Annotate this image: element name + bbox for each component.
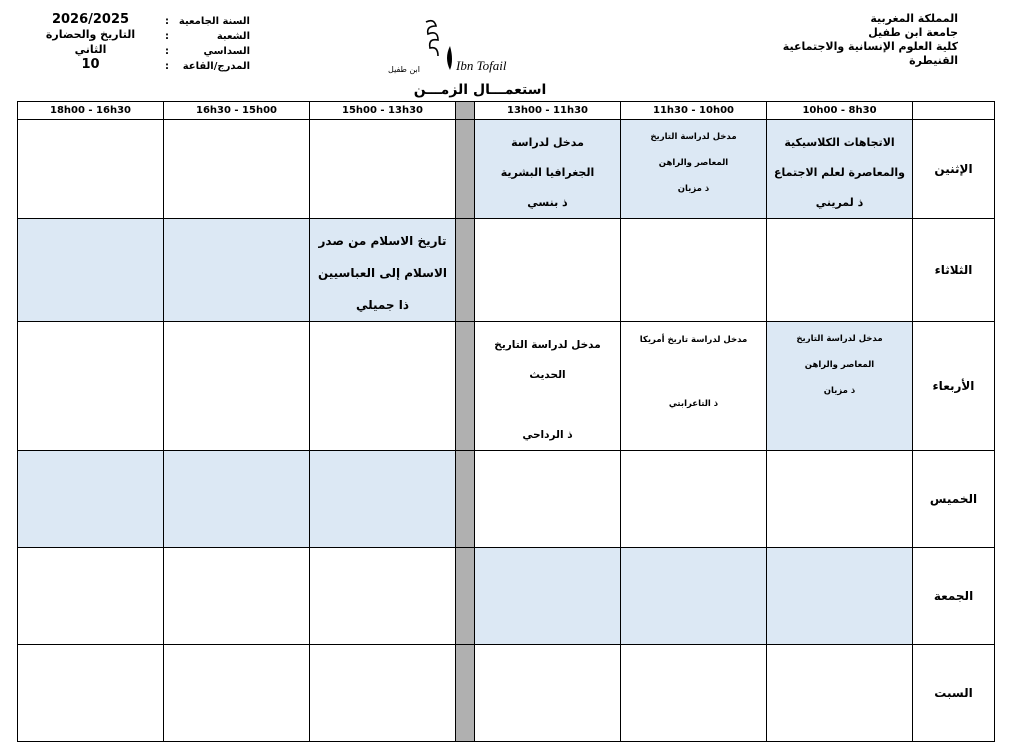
- course-line: تاريخ الاسلام من صدر: [318, 234, 447, 248]
- day-row: [18, 548, 995, 645]
- slot-cell: [310, 548, 456, 645]
- course-cell: [621, 120, 767, 219]
- meta-colons: : : : :: [165, 16, 169, 72]
- branch-label: الشعبة: [216, 31, 250, 42]
- day-row: [18, 322, 995, 451]
- slot-cell: [18, 645, 164, 742]
- time-header-row: [18, 102, 995, 120]
- course-cell: [767, 322, 913, 451]
- course-line: الاسلام إلى العباسيين: [317, 266, 448, 280]
- lunch-separator: [456, 548, 475, 645]
- lunch-separator: [456, 102, 475, 120]
- course-teacher: ذ الرداحي: [522, 429, 573, 441]
- time-header: 11h30 - 10h00: [621, 102, 767, 120]
- course-line: المعاصر والراهن: [804, 360, 875, 370]
- slot-cell: [164, 120, 310, 219]
- lunch-separator: [456, 120, 475, 219]
- slot-cell: [475, 548, 621, 645]
- university-label: جامعة ابن طفيل: [868, 26, 958, 39]
- slot-cell: [310, 451, 456, 548]
- time-header: 13h00 - 11h30: [475, 102, 621, 120]
- course-line: مدخل لدراسة تاريخ أمريكا: [639, 335, 748, 345]
- corner-cell: [913, 102, 995, 120]
- day-row: [18, 451, 995, 548]
- course-line: الجغرافيا البشرية: [500, 166, 595, 179]
- slot-cell: [475, 219, 621, 322]
- course-cell: [310, 219, 456, 322]
- slot-cell: [310, 120, 456, 219]
- semester-value: الثاني: [74, 43, 107, 56]
- time-header: 15h00 - 13h30: [310, 102, 456, 120]
- day-label: الخميس: [913, 451, 995, 548]
- day-label: الإثنين: [913, 120, 995, 219]
- day-label: الثلاثاء: [913, 219, 995, 322]
- course-teacher: ذ مزيان: [677, 184, 710, 194]
- course-teacher: ذا جميلي: [355, 298, 410, 312]
- slot-cell: [18, 548, 164, 645]
- slot-cell: [621, 219, 767, 322]
- course-line: [621, 356, 766, 388]
- slot-cell: [164, 645, 310, 742]
- time-header: 18h00 - 16h30: [18, 102, 164, 120]
- course-line: المعاصر والراهن: [658, 158, 729, 168]
- lunch-separator: [456, 322, 475, 451]
- course-cell: [475, 322, 621, 451]
- day-row: [18, 120, 995, 219]
- slot-cell: [475, 451, 621, 548]
- day-label: الأربعاء: [913, 322, 995, 451]
- slot-cell: [18, 120, 164, 219]
- slot-cell: [621, 548, 767, 645]
- course-teacher: ذ التاعرابتي: [668, 399, 719, 409]
- course-line: مدخل لدراسة التاريخ: [650, 132, 737, 142]
- course-cell: [621, 322, 767, 451]
- slot-cell: [18, 322, 164, 451]
- day-row: [18, 219, 995, 322]
- slot-cell: [621, 451, 767, 548]
- time-header: 10h00 - 8h30: [767, 102, 913, 120]
- slot-cell: [310, 645, 456, 742]
- course-teacher: ذ بنسي: [527, 196, 568, 209]
- slot-cell: [164, 451, 310, 548]
- slot-cell: [621, 645, 767, 742]
- slot-cell: [310, 322, 456, 451]
- meta-labels: [170, 14, 250, 74]
- slot-cell: [767, 451, 913, 548]
- course-line: مدخل لدراسة: [511, 136, 584, 149]
- logo-text-ar: ابن طفيل: [388, 65, 420, 74]
- lunch-separator: [456, 219, 475, 322]
- room-label: المدرج/القاعة: [182, 61, 250, 72]
- slot-cell: [18, 219, 164, 322]
- course-line: مدخل لدراسة التاريخ: [796, 334, 883, 344]
- slot-cell: [767, 645, 913, 742]
- day-label: السبت: [913, 645, 995, 742]
- slot-cell: [164, 548, 310, 645]
- year-value: 2026/2025: [51, 12, 130, 27]
- slot-cell: [164, 219, 310, 322]
- slot-cell: [767, 548, 913, 645]
- course-cell: [767, 120, 913, 219]
- course-cell: [475, 120, 621, 219]
- slot-cell: [767, 219, 913, 322]
- institution-block: [783, 12, 958, 68]
- time-header: 16h30 - 15h00: [164, 102, 310, 120]
- lunch-separator: [456, 451, 475, 548]
- meta-values: [28, 12, 153, 72]
- page-title: استعمـــال الزمـــن: [413, 82, 547, 98]
- day-row: [18, 645, 995, 742]
- lunch-separator: [456, 645, 475, 742]
- logo-text: Ibn Tofail: [456, 58, 507, 73]
- faculty-label: كلية العلوم الإنسانية والاجتماعية: [782, 40, 958, 53]
- course-teacher: ذ مزيان: [823, 386, 856, 396]
- course-teacher: ذ لمريني: [815, 196, 864, 209]
- timetable: [17, 101, 995, 742]
- university-logo: [388, 16, 518, 80]
- year-label: السنة الجامعية: [178, 16, 250, 27]
- slot-cell: [475, 645, 621, 742]
- day-label: الجمعة: [913, 548, 995, 645]
- course-line: [475, 390, 620, 420]
- city-label: القنيطرة: [909, 54, 958, 67]
- course-line: والمعاصرة لعلم الاجتماع: [774, 166, 905, 179]
- semester-label: السداسي: [203, 46, 250, 57]
- room-value: 10: [81, 57, 100, 72]
- course-line: مدخل لدراسة التاريخ الحديث: [494, 339, 601, 381]
- course-line: الاتجاهات الكلاسيكية: [784, 136, 895, 149]
- slot-cell: [18, 451, 164, 548]
- slot-cell: [164, 322, 310, 451]
- branch-value: التاريخ والحضارة: [45, 28, 136, 41]
- kingdom-label: المملكة المغربية: [870, 12, 958, 25]
